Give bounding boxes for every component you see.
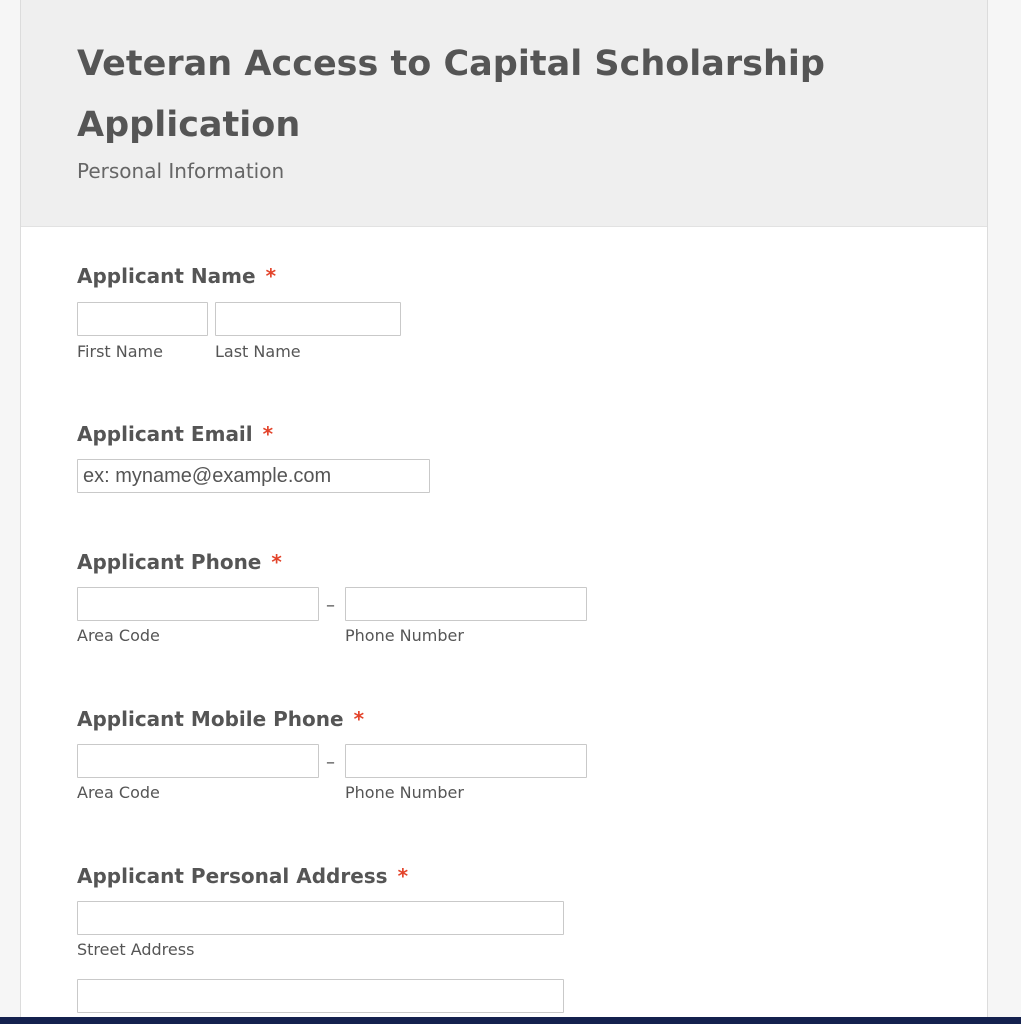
mobile-area-code-sublabel: Area Code [77,783,160,802]
required-star: * [265,264,277,288]
applicant-name-label [77,262,276,290]
first-name-input[interactable] [77,302,208,336]
form-title: Veteran Access to Capital Scholarship Application [77,44,825,145]
mobile-phone-separator: – [326,752,335,773]
last-name-sublabel: Last Name [215,342,301,361]
street-address-line2-input[interactable] [77,979,564,1013]
first-name-sublabel: First Name [77,342,163,361]
applicant-address-label [77,862,408,890]
form-subtitle: Personal Information [77,159,285,183]
form-header [21,0,987,227]
required-star: * [397,864,409,888]
required-star: * [271,550,282,574]
phone-number-sublabel: Phone Number [345,626,464,645]
phone-number-input[interactable] [345,587,587,621]
mobile-area-code-input[interactable] [77,744,319,778]
bottom-bar [0,1017,1021,1024]
last-name-input[interactable] [215,302,401,336]
phone-area-code-sublabel: Area Code [77,626,160,645]
applicant-mobile-phone-label-text: Applicant Mobile Phone [77,707,344,731]
applicant-phone-label [77,548,282,576]
applicant-address-label-text: Applicant Personal Address [77,864,388,888]
mobile-phone-number-input[interactable] [345,744,587,778]
required-star: * [262,422,274,446]
applicant-email-label-text: Applicant Email [77,422,253,446]
email-input[interactable] [77,459,430,493]
phone-separator: – [326,595,335,616]
applicant-phone-label-text: Applicant Phone [77,550,262,574]
street-address-input[interactable] [77,901,564,935]
mobile-phone-number-sublabel: Phone Number [345,783,464,802]
street-address-sublabel: Street Address [77,940,195,959]
form-card [20,0,988,1024]
applicant-mobile-phone-label [77,705,364,733]
applicant-email-label [77,420,273,448]
applicant-name-label-text: Applicant Name [77,264,256,288]
required-star: * [353,707,365,731]
phone-area-code-input[interactable] [77,587,319,621]
